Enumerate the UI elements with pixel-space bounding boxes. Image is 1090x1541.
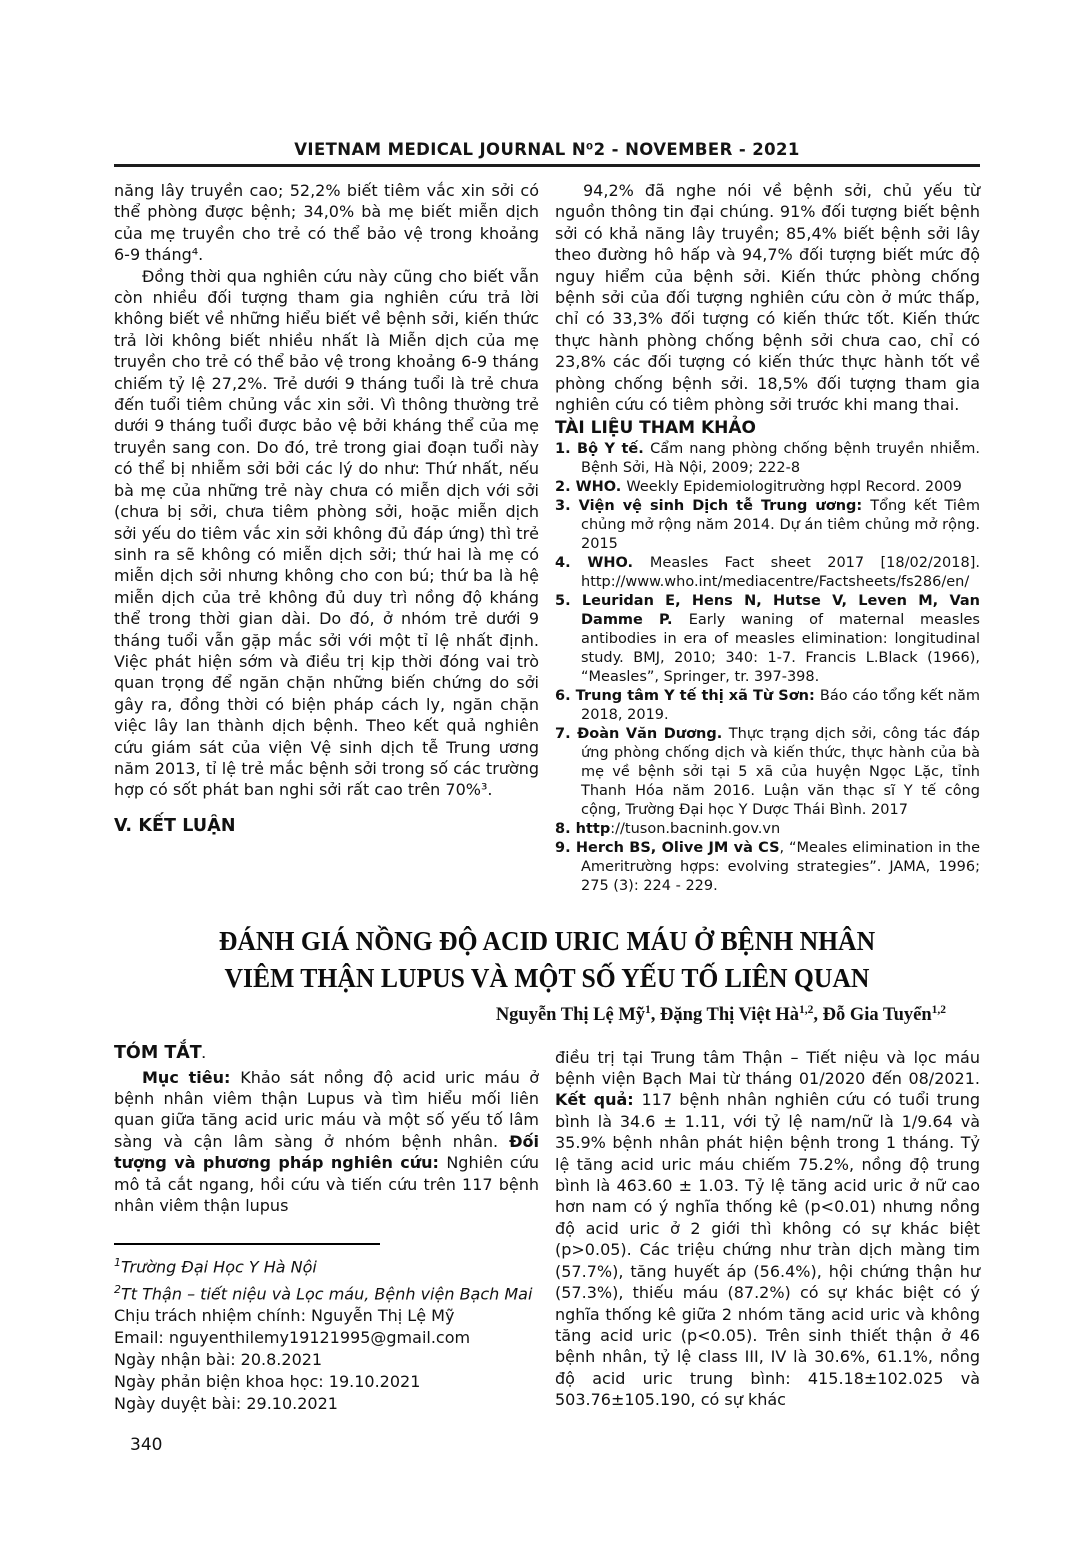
references-list [555, 440, 980, 896]
authors-line [114, 1004, 980, 1026]
reference-authors: Bộ Y tế. [577, 441, 651, 458]
reference-text: ://tuson.bacninh.gov.vn [610, 821, 781, 838]
article1-body [114, 180, 980, 896]
methods-text: Nghiên cứu mô tả cắt ngang, hồi cứu và tiến cứu trên 117 bệnh nhân viêm thận lupus [114, 1153, 540, 1216]
reference-text: , “Meales elimination in the Ameritrường hợps: evolving strategies”. JAMA, 1996; 275 (3): 224 - 229. [581, 840, 980, 895]
reference-text: Weekly Epidemiologitrường hợpl Record. 2009 [626, 479, 962, 496]
abstract-heading-dot: . [201, 1049, 206, 1061]
reference-item [555, 839, 980, 896]
reference-number: 7. [555, 726, 578, 743]
abstract-paragraph [114, 1067, 539, 1217]
reference-text: Báo cáo tổng kết năm 2018, 2019. [581, 688, 980, 724]
reference-authors: http [575, 821, 611, 838]
reference-number: 2. [555, 479, 576, 496]
author-affiliation-sup: 1 [645, 1004, 651, 1017]
footnotes-block [114, 1252, 539, 1415]
article1-paragraph: 94,2% đã nghe nói về bệnh sởi, chủ yếu từ nguồn thông tin đại chúng. 91% đối tượng biết bệnh sởi có khả năng lây truyền; 85,4% biết bệnh sởi lây theo đường hô hấp và 94,7% đối tượng biết mức độ nguy hiểm của bệnh sởi. Kiến thức phòng chống bệnh sởi của đối tượng nghiên cứu còn ở mức thấp, chỉ có 33,3% đối tượng có kiến thức tốt. Kiến thức thực hành phòng chống bệnh sởi chưa cao, chỉ có 23,8% các đối tượng có kiến thức thực hành tốt về phòng chống bệnh sởi. 18,5% đối tượng tham gia nghiên cứu có tiêm phòng sởi trước khi mang thai. [555, 181, 980, 415]
reference-item [555, 554, 980, 592]
reference-number: 1. [555, 441, 578, 458]
author-name: , Đặng Thị Việt Hà [650, 1005, 799, 1026]
author-affiliation-sup: 1,2 [931, 1004, 946, 1017]
results-pre-text: điều trị tại Trung tâm Thận – Tiết niệu và lọc máu bệnh viện Bạch Mai từ tháng 01/2020 đến 08/2021. [555, 1047, 980, 1089]
results-label: Kết quả: [555, 1090, 642, 1110]
abstract-left-column [114, 1043, 539, 1416]
reference-text: Thực trạng dịch sởi, công tác đáp ứng phòng chống dịch và kiến thức, thực hành của bà mẹ về bệnh sởi tại 5 xã của huyện Ngọc Lặc, tỉnh Thanh Hóa năm 2016. Luận văn thạc sĩ Y tế công cộng, Trường Đại học Y Dược Thái Bình. 2017 [581, 726, 980, 819]
accepted-date-line: Ngày duyệt bài: 29.10.2021 [114, 1394, 338, 1414]
reference-authors: Herch BS, Olive JM và CS [575, 840, 780, 857]
article1-right-column [555, 180, 980, 896]
affiliation-footnote [114, 1252, 539, 1278]
header-rule [114, 164, 980, 167]
journal-title: VIETNAM MEDICAL JOURNAL N⁰2 - NOVEMBER - 2021 [294, 140, 800, 159]
abstract-heading [114, 1043, 539, 1063]
email-line: Email: nguyenthilemy19121995@gmail.com [114, 1328, 471, 1348]
reference-text: Tổng kết Tiêm chủng mở rộng năm 2014. Dự án tiêm chủng mở rộng. 2015 [581, 498, 980, 553]
reference-number: 8. [555, 821, 576, 838]
page-number: 340 [130, 1435, 163, 1456]
reference-authors: WHO. [587, 555, 650, 572]
results-text: 117 bệnh nhân nghiên cứu có tuổi trung bình là 34.6 ± 1.11, với tỷ lệ nam/nữ là 1/9.64 và 35.9% bệnh nhân phát hiện bệnh trong 1 tháng. Tỷ lệ tăng acid uric máu chiếm 75.2%, nồng độ trung bình là 463.60 ± 1.03. Tỷ lệ tăng acid uric ở nữ cao hơn nam có ý nghĩa thống kê (p<0.01) nhưng nồng độ acid uric ở 2 giới thì không có sự khác biệt (p>0.05). Các triệu chứng như tràn dịch màng tim (57.7%), tăng huyết áp (56.4%), hội chứng thận hư (57.3%), thiếu máu (87.2%) có sự khác biệt có ý nghĩa thống kê giữa 2 nhóm tăng acid uric và không tăng acid uric (p<0.05). Trên sinh thiết thận ở 46 bệnh nhân, tỷ lệ class III, IV là 30.6%, 61.1%, nồng độ acid uric trung bình: 415.18±102.025 và 503.76±105.190, có sự khác [555, 1090, 980, 1410]
article2-title-line1: ĐÁNH GIÁ NỒNG ĐỘ ACID URIC MÁU Ở BỆNH NHÂN [218, 926, 876, 957]
article2-abstract-section [114, 1043, 980, 1416]
article1-paragraph-continued: năng lây truyền cao; 52,2% biết tiêm vắc xin sởi có thể phòng được bệnh; 34,0% bà mẹ biết miễn dịch của mẹ truyền cho trẻ có thể bảo vệ trong khoảng 6-9 tháng⁴. [114, 181, 539, 265]
reference-item [555, 592, 980, 687]
article1-left-column [114, 180, 539, 896]
reference-number: 4. [555, 555, 588, 572]
received-date-line: Ngày nhận bài: 20.8.2021 [114, 1350, 323, 1370]
abstract-paragraph-continued [555, 1047, 980, 1411]
reference-text: Cẩm nang phòng chống bệnh truyền nhiễm. Bệnh Sởi, Hà Nội, 2009; 222-8 [581, 441, 980, 477]
reference-authors: Đoàn Văn Dương. [577, 726, 729, 743]
reference-text: Measles Fact sheet 2017 [18/02/2018]. http://www.who.int/mediacentre/Factsheets/fs286/en/ [581, 555, 980, 591]
article1-paragraph: Đồng thời qua nghiên cứu này cũng cho biết vẫn còn nhiều đối tượng tham gia nghiên cứu trả lời không biết về những hiểu biết về bệnh sởi, kiến thức trả lời không biết nhiều nhất là Miễn dịch của mẹ truyền cho trẻ có thể bảo vệ trong khoảng 6-9 tháng chiếm tỷ lệ 27,2%. Trẻ dưới 9 tháng tuổi là trẻ chưa đến tuổi tiêm chủng vắc xin sởi. Vì thông thường trẻ dưới 9 tháng tuổi được bảo vệ bởi kháng thể của mẹ truyền sang con. Do đó, trẻ trong giai đoạn tuổi này có thể bị nhiễm sởi bởi các lý do như: Thứ nhất, nếu bà mẹ của những trẻ này chưa có miễn dịch với sởi (chưa bị sởi, chưa tiêm phòng sởi, hoặc miễn dịch sởi yếu do tiêm vắc xin sởi không đủ đáp ứng) thì trẻ sinh ra sẽ không có miễn dịch sởi; thứ hai là mẹ có miễn dịch sởi nhưng không cho con bú; thứ ba là hệ miễn dịch của trẻ không đủ duy trì nồng độ kháng thể trong thời gian dài. Do đó, ở nhóm trẻ dưới 9 tháng tuổi vẫn gặp mắc sởi với một tỉ lệ nhất định. Việc phát hiện sớm và điều trị kịp thời đóng vai trò quan trọng để ngăn chặn những biến chứng do sởi gây ra, đồng thời có biện pháp cách ly, ngăn chặn việc lây lan thành dịch bệnh. Theo kết quả nghiên cứu giám sát của viện Vệ sinh dịch tễ Trung ương năm 2013, tỉ lệ trẻ mắc bệnh sởi trong số các trường hợp có sốt phát ban nghi sởi rất cao trên 70%³. [114, 266, 539, 800]
reviewed-date-line: Ngày phản biện khoa học: 19.10.2021 [114, 1372, 421, 1392]
reference-authors: Viện vệ sinh Dịch tễ Trung ương: [578, 498, 871, 515]
reference-item [555, 725, 980, 820]
reference-item [555, 478, 980, 497]
reference-number: 9. [555, 840, 576, 857]
reference-number: 3. [555, 498, 579, 515]
objective-label: Mục tiêu: [142, 1067, 241, 1087]
footnote-text: Trường Đại Học Y Hà Nội [121, 1257, 317, 1277]
objective-text: Khảo sát nồng độ acid uric máu ở bệnh nhân viêm thận Lupus và tìm hiểu mối liên quan giữa tăng acid uric máu và một số yếu tố lâm sàng và cận lâm sàng ở nhóm bệnh nhân. [114, 1067, 539, 1151]
references-heading: TÀI LIỆU THAM KHẢO [555, 418, 756, 439]
reference-text: Early waning of maternal measles antibodies in era of measles elimination: longitudinal study. BMJ, 2010; 340: 1-7. Francis L.Black (1966), “Measles”, Springer, tr. 397-398. [581, 612, 980, 686]
abstract-heading-text: TÓM TẮT [114, 1042, 202, 1063]
conclusion-heading: V. KẾT LUẬN [114, 815, 236, 836]
footnote-sup: 1 [114, 1256, 121, 1270]
reference-number: 5. [555, 593, 582, 610]
reference-item [555, 440, 980, 478]
footnote-sup: 2 [114, 1282, 121, 1296]
reference-authors: Leuridan E, Hens N, Hutse V, Leven M, Van Damme P. [581, 593, 980, 629]
reference-item [555, 687, 980, 725]
corresponding-author-line: Chịu trách nhiệm chính: Nguyễn Thị Lệ Mỹ [114, 1306, 455, 1326]
reference-item [555, 820, 980, 839]
reference-item [555, 497, 980, 554]
article2-title [114, 923, 980, 997]
author-name: , Đỗ Gia Tuyển [813, 1005, 932, 1026]
author-affiliation-sup: 1,2 [799, 1004, 814, 1017]
article2-title-line2: VIÊM THẬN LUPUS VÀ MỘT SỐ YẾU TỐ LIÊN QUAN [224, 963, 870, 994]
author-name: Nguyễn Thị Lệ Mỹ [495, 1005, 646, 1026]
reference-authors: WHO. [575, 479, 627, 496]
affiliation-footnote [114, 1279, 539, 1305]
abstract-right-column [555, 1043, 980, 1416]
footnote-text: Tt Thận – tiết niệu và Lọc máu, Bệnh viện Bạch Mai [121, 1284, 533, 1304]
methods-label: Đối tượng và phương pháp nghiên cứu: [114, 1131, 539, 1173]
reference-authors: Trung tâm Y tế thị xã Từ Sơn: [575, 688, 820, 705]
running-head [114, 140, 980, 159]
footnote-separator [114, 1243, 380, 1245]
reference-number: 6. [555, 688, 576, 705]
